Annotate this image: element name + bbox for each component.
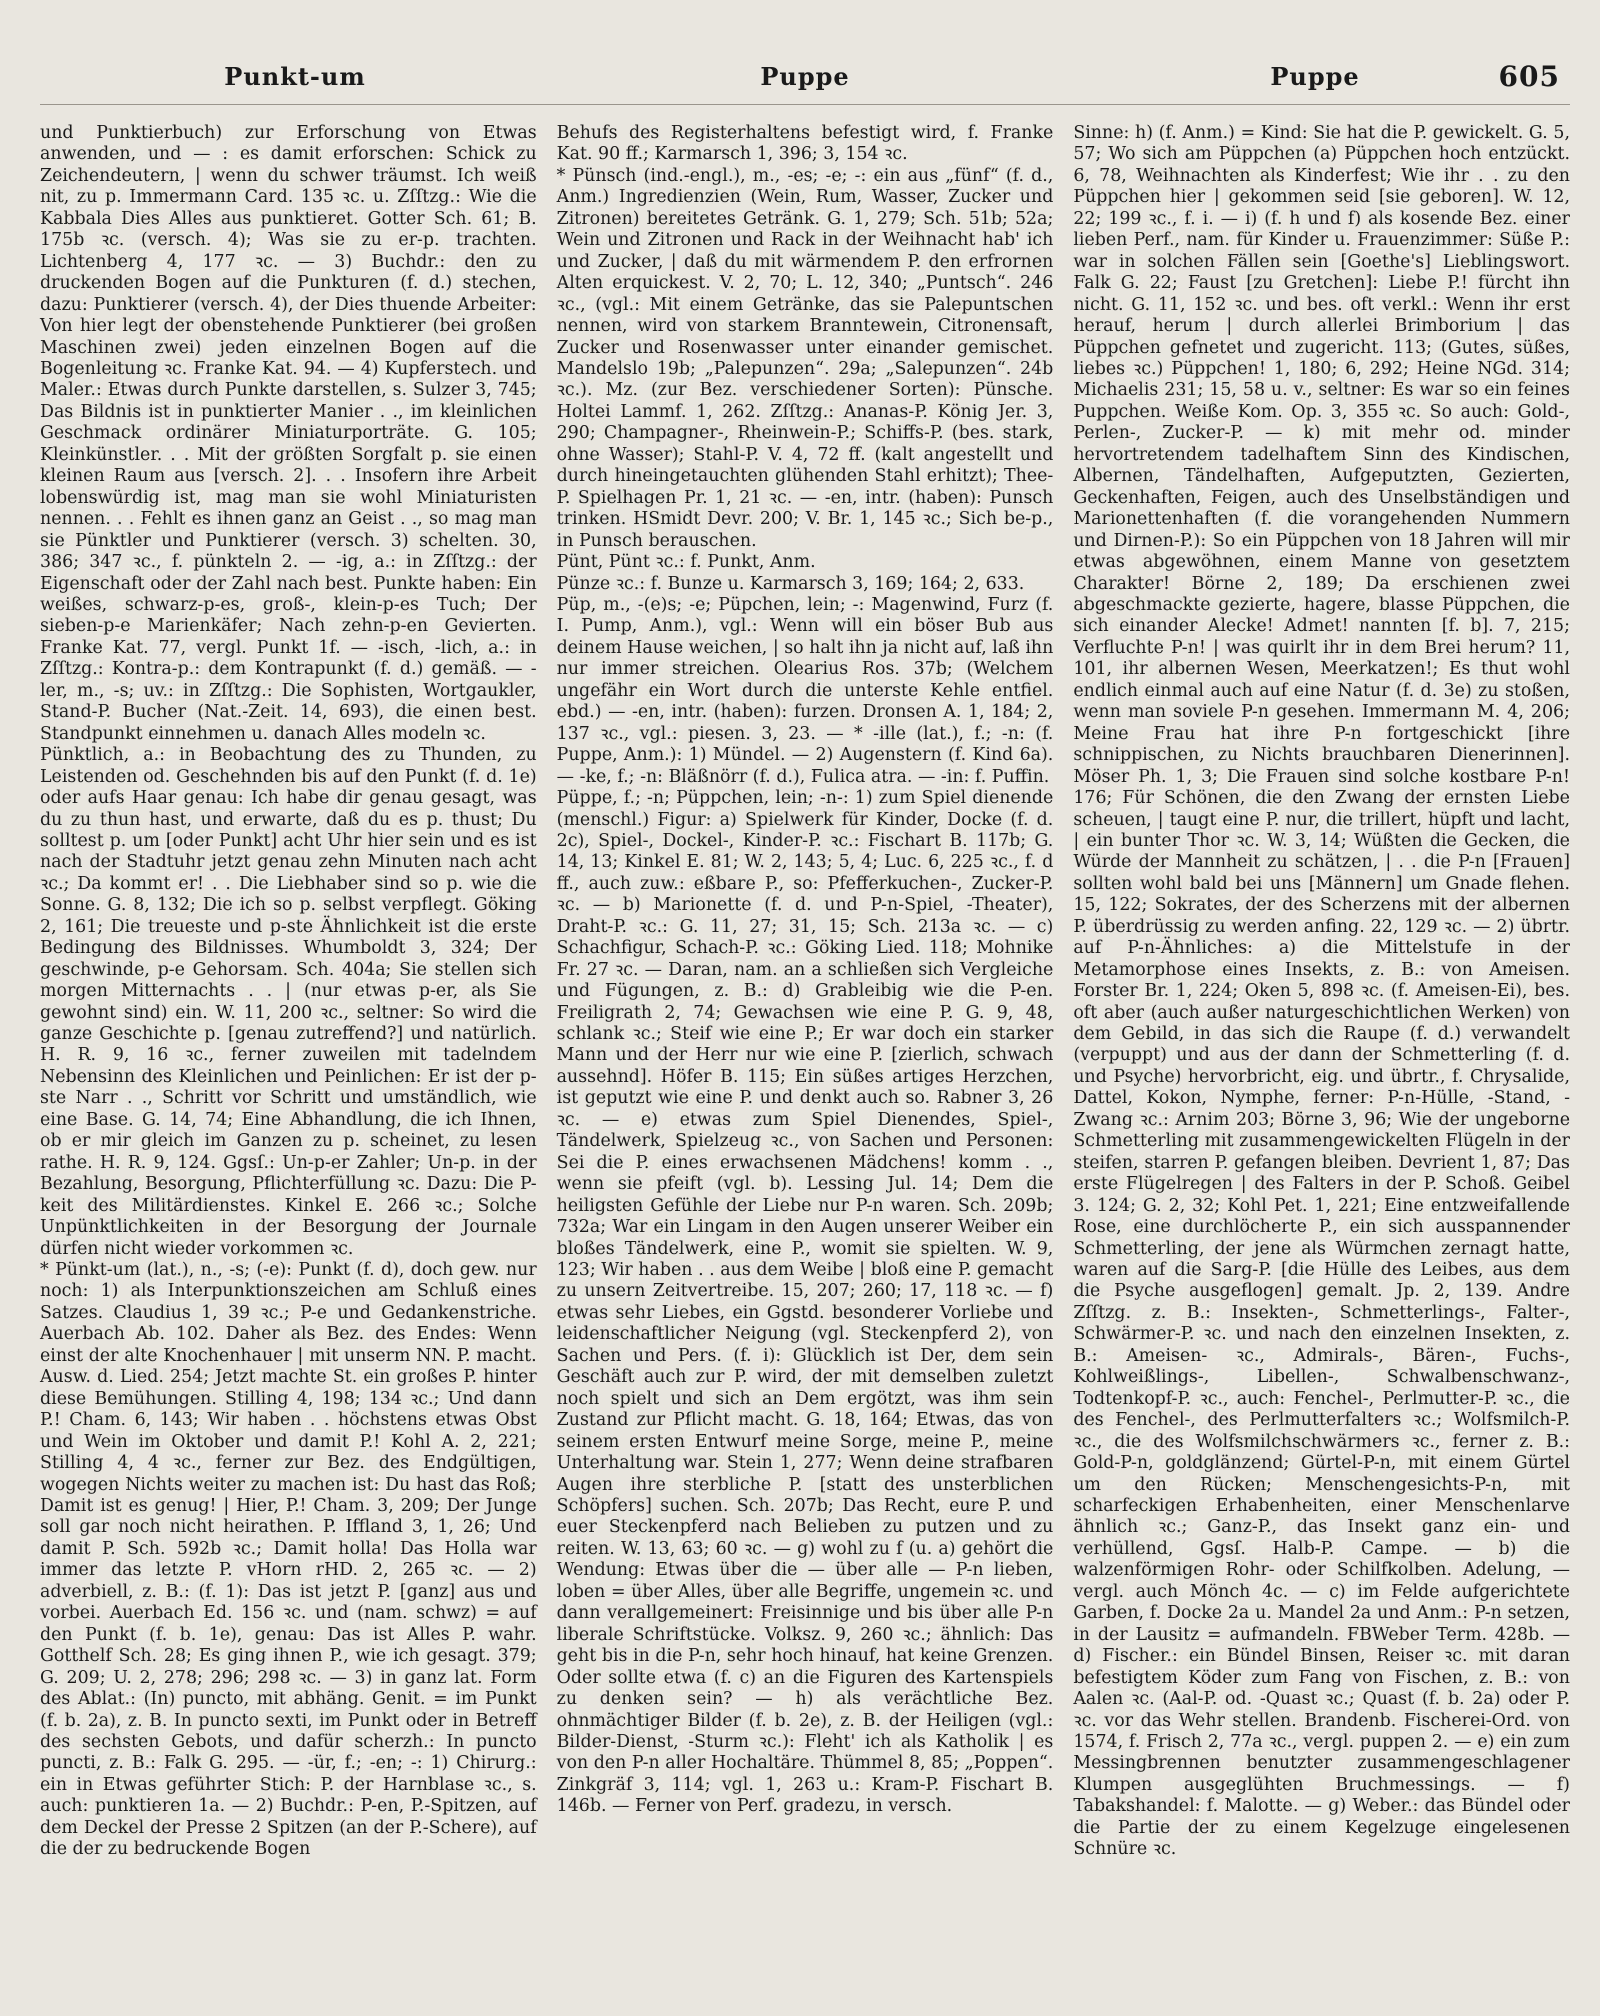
entry-paragraph: Sinne: h) (f. Anm.) = Kind: Sie hat die P. gewickelt. G. 5, 57; Wo sich am Püppchen (a) Püppchen hoch entzückt. 6, 78, Weihnachten als Kinderfest; Wie ihr . . zu den Püppchen hier | gekommen seid [sie geboren]. W. 12, 22; 199 ꝛc., f. i. — i) (f. h und f) als kosende Bez. einer lieben Perf., nam. für Kinder u. Frauenzimmer: Süße P.: war in solchen Fällen sein [Goethe's] Lieblingswort. Falk G. 22; Faust [zu Gretchen]: Liebe P.! fürcht ihn nicht. G. 11, 152 ꝛc. und bes. oft verkl.: Wenn ihr erst herauf, herum | durch allerlei Brimborium | das Püppchen gefnetet und zugericht. 113; (Gutes, süßes, liebes ꝛc.) Püppchen! 1, 180; 6, 292; Heine NGd. 314; Michaelis 231; 15, 58 u. v., seltner: Es war so ein feines Puppchen. Weiße Kom. Op. 3, 355 ꝛc. So auch: Gold-, Perlen-, Zucker-P. — k) mit mehr od. minder hervortretendem tadelhaftem Sinn des Kindischen, Albernen, Tändelhaften, Aufgeputzten, Gezierten, Geckenhaften, Feigen, auch des Unselbständigen und Marionettenhaften (f. die vorangehenden Nummern und Dirnen-P.): So ein Püppchen von 18 Jahren will mir etwas abgewöhnen, einem Manne von gesetztem Charakter! Börne 2, 189; Da erschienen zwei abgeschmackte gezierte, hagere, blasse Püppchen, die sich einander Alecke! Admet! nannten [f. b]. 7, 215; Verfluchte P-n! | was quirlt ihr in dem Brei herum? 11, 101, ihr albernen Wesen, Meerkatzen!; Es thut wohl endlich einmal auch auf eine Natur (f. d. 3e) zu stoßen, wenn man soviele P-n gesehen. Immermann M. 4, 206; Meine Frau hat ihre P-n fortgeschickt [ihre schnippischen, zu Nichts brauchbaren Dienerinnen]. Möser Ph. 1, 3; Die Frauen sind solche kostbare P-n! 176; Für Schönen, die den Zwang der ernsten Liebe scheuen, | taugt eine P. nur, die trillert, hüpft und lacht, | ein bunter Thor ꝛc. W. 3, 14; Wüßten die Gecken, die Würde der Mannheit zu schätzen, | . . die P-n [Frauen] sollten wohl bald bei uns [Männern] um Gnade flehen. 15, 122; Sokrates, der des Scherzens mit der albernen P. überdrüssig zu werden anfing. 22, 129 ꝛc. — 2) übrtr. auf P-n-Ähnliches: a) die Mittelstufe in der Metamorphose eines Insekts, z. B.: von Ameisen. Forster Br. 1, 224; Oken 5, 898 ꝛc. (f. Ameisen-Ei), bes. oft aber (auch außer naturgeschichtlichen Werken) von dem Gebild, in das sich die Raupe (f. d.) verwandelt (verpuppt) und aus der dann der Schmetterling (f. d. und Psyche) hervorbricht, eig. und übrtr., f. Chrysalide, Dattel, Kokon, Nymphe, ferner: P-n-Hülle, -Stand, -Zwang ꝛc.: Arnim 203; Börne 3, 96; Wie der ungeborne Schmetterling mit zusammengewickelten Flügeln in der steifen, starren P. gefangen bleiben. Devrient 1, 87; Das erste Flügelregen | des Falters in der P. Schoß. Geibel 3. 124; G. 2, 32; Kohl Pet. 1, 221; Eine entzweifallende Rose, eine durchlöcherte P., ein sich ausspannender Schmetterling, der jene als Würmchen zernagt hatte, waren auf die Sarg-P. [die Hülle des Leibes, aus dem die Psyche ausgeflogen] gemalt. Jp. 2, 139. Andre Zſſtzg. z. B.: Insekten-, Schmetterlings-, Falter-, Schwärmer-P. ꝛc. und nach den einzelnen Insekten, z. B.: Ameisen- ꝛc., Admirals-, Bären-, Fuchs-, Kohlweißlings-, Libellen-, Schwalbenschwanz-, Todtenkopf-P. ꝛc., auch: Fenchel-, Perlmutter-P. ꝛc., die des Fenchel-, des Perlmutterfalters ꝛc.; Wolfsmilch-P. ꝛc., die des Wolfsmilchschwärmers ꝛc., ferner z. B.: Gold-P-n, goldglänzend; Gürtel-P-n, mit einem Gürtel um den Rücken; Menschengesichts-P-n, mit scharfeckigen Erhabenheiten, einer Menschenlarve ähnlich ꝛc.; Ganz-P., das Insekt ganz ein- und verhüllend, Ggsſ. Halb-P. Campe. — b) die walzenförmigen Rohr- oder Schilfkolben. Adelung, — vergl. auch Mönch 4c. — c) im Felde aufgerichtete Garben, f. Docke 2a u. Mandel 2a und Anm.: P-n setzen, in der Lausitz = aufmandeln. FBWeber Term. 428b. — d) Fischer.: ein Bündel Binsen, Reiser ꝛc. mit daran befestigtem Köder zum Fang von Fischen, z. B.: von Aalen ꝛc. (Aal-P. od. -Quast ꝛc.; Quast (f. b. 2a) oder P. ꝛc. vor das Wehr stellen. Brandenb. Fischerei-Ord. von 1574, f. Frisch 2, 77a ꝛc., vergl. puppen 2. — e) ein zum Messingbrennen benutzter zusammengeschlagener Klumpen ausgeglühten Bruchmessings. — f) Tabakshandel: f. Malotte. — g) Weber.: das Bündel oder die Partie der zu einem Kegelzuge eingelesenen Schnüre ꝛc. bbox=[1073, 123, 1570, 1860]
column-right bbox=[1073, 123, 1570, 1861]
entry-paragraph: Pünktlich, a.: in Beobachtung des zu Thunden, zu Leistenden od. Geschehnden bis auf den Punkt (f. d. 1e) oder aufs Haar genau: Ich habe dir genau gesagt, was du zu thun hast, und erwarte, daß du es p. thust; Du solltest p. um [oder Punkt] acht Uhr hier sein und es ist nach der Stadtuhr jetzt genau zehn Minuten nach acht ꝛc.; Da kommt er! . . Die Liebhaber sind so p. wie die Sonne. G. 8, 132; Die ich so p. selbst verpflegt. Göking 2, 161; Die treueste und p-ste Ähnlichkeit ist die erste Bedingung des Bildnisses. Whumboldt 3, 324; Der geschwinde, p-e Gehorsam. Sch. 404a; Sie stellen sich morgen Mitternachts . . | (nur etwas p-er, als Sie gewohnt sind) ein. W. 11, 200 ꝛc., seltner: So wird die ganze Geschichte p. [genau zutreffend?] und natürlich. H. R. 9, 16 ꝛc., ferner zuweilen mit tadelndem Nebensinn des Kleinlichen und Peinlichen: Er ist der p-ste Narr . ., Schritt vor Schritt und umständlich, wie eine Base. G. 14, 74; Eine Abhandlung, die ich Ihnen, ob er mir gleich im Ganzen zu p. scheinet, zu lesen rathe. H. R. 9, 124. Ggsſ.: Un-p-er Zahler; Un-p. in der Bezahlung, Besorgung, Pflichterfüllung ꝛc. Dazu: Die P-keit des Militärdienstes. Kinkel E. 266 ꝛc.; Solche Unpünktlichkeiten in der Besorgung der Journale dürfen nicht wieder vorkommen ꝛc. bbox=[40, 745, 537, 1259]
text-columns bbox=[40, 123, 1570, 1861]
entry-paragraph: Püppe, f.; -n; Püppchen, lein; -n-: 1) zum Spiel dienende (menschl.) Figur: a) Spielwerk für Kinder, Docke (f. d. 2c), Spiel-, Dockel-, Kinder-P. ꝛc.: Fischart B. 117b; G. 14, 13; Kinkel E. 81; W. 2, 143; 5, 4; Luc. 6, 225 ꝛc., f. d ff., auch zuw.: eßbare P., so: Pfefferkuchen-, Zucker-P. ꝛc. — b) Marionette (f. d. und P-n-Spiel, -Theater), Draht-P. ꝛc.: G. 11, 27; 31, 15; Sch. 213a ꝛc. — c) Schachfigur, Schach-P. ꝛc.: Göking Lied. 118; Mohnike Fr. 27 ꝛc. — Daran, nam. an a schließen sich Vergleiche und Fügungen, z. B.: d) Grableibig wie die P-en. Freiligrath 2, 74; Gewachsen wie eine P. G. 9, 48, schlank ꝛc.; Steif wie eine P.; Er war doch ein starker Mann und der Herr nur wie eine P. [zierlich, schwach aussehnd]. Höfer B. 115; Ein süßes artiges Herzchen, ist geputzt wie eine P. und denkt auch so. Rabner 3, 26 ꝛc. — e) etwas zum Spiel Dienendes, Spiel-, Tändelwerk, Spielzeug ꝛc., von Sachen und Personen: Sei die P. eines erwachsenen Mädchens! komm . ., wenn sie pfeift (vgl. b). Lessing Jul. 14; Dem die heiligsten Gefühle der Liebe nur P-n waren. Sch. 209b; 732a; War ein Lingam in den Augen unserer Weiber ein bloßes Tändelwerk, eine P., womit sie spielten. W. 9, 123; Wir haben . . aus dem Weibe | bloß eine P. gemacht zu unsern Zeitvertreibe. 15, 207; 260; 17, 118 ꝛc. — f) etwas sehr Liebes, ein Ggstd. besonderer Vorliebe und leidenschaftlicher Neigung (vgl. Steckenpferd 2), von Sachen und Pers. (f. i): Glücklich ist Der, dem sein Geschäft auch zur P. wird, der mit demselben zuletzt noch spielt und sich an Dem ergötzt, was ihm sein Zustand zur Pflicht macht. G. 18, 164; Etwas, das von seinem ersten Entwurf meine Sorge, meine P., meine Unterhaltung war. Stein 1, 277; Wenn deine strafbaren Augen ihre sterbliche P. [statt des unsterblichen Schöpfers] suchen. Sch. 207b; Das Recht, eure P. und euer Steckenpferd nach Belieben zu putzen und zu reiten. W. 13, 63; 60 ꝛc. — g) wohl zu f (u. a) gehört die Wendung: Etwas über die — über alle — P-n lieben, loben = über Alles, über alle Begriffe, ungemein ꝛc. und dann verallgemeinert: Freisinnige und bis über alle P-n liberale Schriftstücke. Volksz. 9, 260 ꝛc.; ähnlich: Das geht bis in die P-n, sehr hoch hinauf, hat keine Grenzen. Oder sollte etwa (f. c) an die Figuren des Kartenspiels zu denken sein? — h) als verächtliche Bez. ohnmächtiger Bilder (f. b. 2e), z. B. der Heiligen (vgl.: Bilder-Dienst, -Sturm ꝛc.): Fleht' ich als Katholik | es von den P-n aller Hochaltäre. Thümmel 8, 85; „Poppen“. Zinkgräf 3, 114; vgl. 1, 263 u.: Kram-P. Fischart B. 146b. — Ferner von Perf. gradezu, in versch. bbox=[556, 788, 1054, 1817]
column-left bbox=[40, 123, 537, 1861]
entry-paragraph: und Punktierbuch) zur Erforschung von Etwas anwenden, und — : es damit erforschen: Schick zu Zeichendeutern, | wenn du schwer träumst. Ich weiß nit, zu p. Immermann Card. 135 ꝛc. u. Zſſtzg.: Wie die Kabbala Dies Alles aus punktieret. Gotter Sch. 61; B. 175b ꝛc. (versch. 4); Was sie zu er-p. trachten. Lichtenberg 4, 177 ꝛc. — 3) Buchdr.: den zu druckenden Bogen auf die Punkturen (f. d.) stechen, dazu: Punktierer (versch. 4), der Dies thuende Arbeiter: Von hier legt der obenstehende Punktierer (bei großen Maschinen zwei) jeden einzelnen Bogen auf die Bogenleitung ꝛc. Franke Kat. 94. — 4) Kupferstech. und Maler.: Etwas durch Punkte darstellen, s. Sulzer 3, 745; Das Bildnis ist in punktierter Manier . ., im kleinlichen Geschmack ordinärer Miniaturporträte. G. 105; Kleinkünstler. . . Mit der größten Sorgfalt p. sie einen kleinen Raum aus [versch. 2]. . . Insofern ihre Arbeit lobenswürdig ist, mag man sie wohl Miniaturisten nennen. . . Fehlt es ihnen ganz an Geist . ., so mag man sie Pünktler und Punktierer (versch. 3) schelten. 30, 386; 347 ꝛc., f. pünkteln 2. — -ig, a.: in Zſſtzg.: der Eigenschaft oder der Zahl nach best. Punkte haben: Ein weißes, schwarz-p-es, groß-, klein-p-es Tuch; Der sieben-p-e Marienkäfer; Nach zehn-p-en Gevierten. Franke Kat. 77, vergl. Punkt 1f. — -isch, -lich, a.: in Zſſtzg.: Kontra-p.: dem Kontrapunkt (f. d.) gemäß. — -ler, m., -s; uv.: in Zſſtzg.: Die Sophisten, Wortgaukler, Stand-P. Bucher (Nat.-Zeit. 14, 693), die einen best. Standpunkt einnehmen u. danach Alles modeln ꝛc. bbox=[40, 123, 537, 744]
entry-paragraph: Pünze ꝛc.: f. Bunze u. Karmarsch 3, 169; 164; 2, 633. bbox=[556, 573, 1025, 594]
header-right-catchword: Puppe bbox=[1270, 61, 1360, 91]
entry-paragraph: * Pünkt-um (lat.), n., -s; (-e): Punkt (f. d), doch gew. nur noch: 1) als Interpunktionszeichen am Schluß eines Satzes. Claudius 1, 39 ꝛc.; P-e und Gedankenstriche. Auerbach Ab. 102. Daher als Bez. des Endes: Wenn einst der alte Knochenhauer | mit unserm NN. P. macht. Ausw. d. Lied. 254; Jetzt machte St. ein großes P. hinter diese Bemühungen. Stilling 4, 198; 134 ꝛc.; Und dann P.! Cham. 6, 143; Wir haben . . höchstens etwas Obst und Wein im Oktober und damit P.! Kohl A. 2, 221; Stilling 4, 4 ꝛc., ferner zur Bez. des Endgültigen, wogegen Nichts weiter zu machen ist: Du hast das Roß; Damit ist es genug! | Hier, P.! Cham. 3, 209; Der Junge soll gar noch nicht heirathen. P. Iffland 3, 1, 26; Und damit P. Sch. 592b ꝛc.; Damit holla! Das Holla war immer das letzte P. vHorn rHD. 2, 265 ꝛc. — 2) adverbiell, z. B.: (f. 1): Das ist jetzt P. [ganz] aus und vorbei. Auerbach Ed. 156 ꝛc. und (nam. schwz) = auf den Punkt (f. b. 1e), genau: Das ist Alles P. wahr. Gotthelf Sch. 28; Es ging ihnen P., wie ich gesagt. 379; G. 209; U. 2, 278; 296; 298 ꝛc. — 3) in ganz lat. Form des Ablat.: (In) puncto, mit abhäng. Genit. = im Punkt (f. b. 2a), z. B. In puncto sexti, im Punkt oder in Betreff des sechsten Gebots, und dafür scherzh.: In puncto puncti, z. B.: Falk G. 295. — -ür, f.; -en; -: 1) Chirurg.: ein in Etwas geführter Stich: P. der Harnblase ꝛc., s. auch: punktieren 1a. — 2) Buchdr.: P-en, P.-Spitzen, auf dem Deckel der Presse 2 Spitzen (an der P.-Schere), auf die der zu bedruckende Bogen bbox=[40, 1260, 537, 1860]
entry-paragraph: Püp, m., -(e)s; -e; Püpchen, lein; -: Magenwind, Furz (f. I. Pump, Anm.), vgl.: Wenn will ein böser Bub aus deinem Hause weichen, | so halt ihn ja nicht auf, laß ihn nur immer streichen. Olearius Ros. 37b; (Welchem ungefähr ein Wort durch die unterste Kehle entfiel. ebd.) — -en, intr. (haben): furzen. Dronsen A. 1, 184; 2, 137 ꝛc., vgl.: piesen. 3, 23. — * -ille (lat.), f.; -n: (f. Puppe, Anm.): 1) Mündel. — 2) Augenstern (f. Kind 6a). — -ke, f.; -n: Bläßnörr (f. d.), Fulica atra. — -in: f. Puffin. bbox=[556, 594, 1054, 787]
column-middle bbox=[557, 123, 1054, 1861]
header-right-catchword-wrap bbox=[1060, 59, 1570, 93]
running-header bbox=[40, 48, 1570, 105]
entry-paragraph: Behufs des Registerhaltens befestigt wird, f. Franke Kat. 90 ff.; Karmarsch 1, 396; 3, 154 ꝛc. bbox=[556, 123, 1054, 165]
header-left-catchword: Punkt-um bbox=[224, 61, 366, 91]
page-number: 605 bbox=[1498, 59, 1560, 93]
entry-paragraph: * Pünsch (ind.-engl.), m., -es; -e; -: ein aus „fünf“ (f. d., Anm.) Ingredienzien (Wein, Rum, Wasser, Zucker und Zitronen) bereitetes Getränk. G. 1, 279; Sch. 51b; 52a; Wein und Zitronen und Rack in der Weihnacht hab' ich und Zucker, | daß du mit wärmendem P. den erfrornen Alten erquickest. V. 2, 70; L. 12, 340; „Puntsch“. 246 ꝛc., (vgl.: Mit einem Getränke, das sie Palepuntschen nennen, wird von starkem Branntewein, Citronensaft, Zucker und Rosenwasser unter einander gemischet. Mandelslo 19b; „Palepunzen“. 29a; „Salepunzen“. 24b ꝛc.). Mz. (zur Bez. verschiedener Sorten): Pünsche. Holtei Lammf. 1, 262. Zſſtzg.: Ananas-P. König Jer. 3, 290; Champagner-, Rheinwein-P.; Schiffs-P. (bes. stark, ohne Wasser); Stahl-P. V. 4, 72 ff. (kalt angestellt und durch hineingetauchten glühenden Stahl erhitzt); Thee-P. Spielhagen Pr. 1, 21 ꝛc. — -en, intr. (haben): Punsch trinken. HSmidt Devr. 200; V. Br. 1, 145 ꝛc.; Sich be-p., in Punsch berauschen. bbox=[556, 165, 1054, 551]
header-center-catchword: Puppe bbox=[760, 61, 850, 91]
entry-paragraph: Pünt, Pünt ꝛc.: f. Punkt, Anm. bbox=[556, 552, 816, 573]
